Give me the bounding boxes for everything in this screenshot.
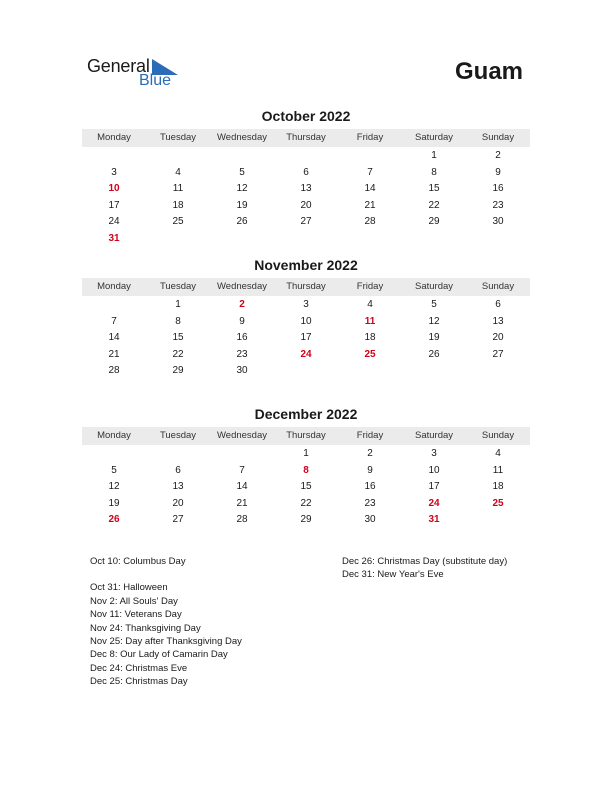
day-cell: 6 (303, 166, 309, 178)
day-cell: 5 (239, 166, 245, 178)
day-cell: 10 (428, 464, 440, 476)
day-cell (210, 148, 274, 165)
day-cell: 13 (172, 481, 184, 492)
day-cell: 14 (108, 332, 120, 343)
weekday-label: Sunday (481, 281, 515, 292)
day-cell: 25 (172, 216, 184, 227)
holiday-list-item: Nov 24: Thanksgiving Day (90, 622, 201, 634)
day-cell: 15 (300, 481, 312, 492)
day-cell: 28 (236, 514, 248, 525)
day-cell (402, 363, 466, 380)
holiday-list-item: Nov 2: All Souls' Day (90, 595, 178, 607)
day-cell: 4 (367, 299, 373, 310)
weekday-label: Saturday (414, 132, 454, 143)
weekday-label: Wednesday (217, 132, 267, 143)
day-grid (82, 148, 530, 247)
weekday-label: Tuesday (159, 132, 197, 143)
weekday-label: Tuesday (159, 430, 197, 441)
day-cell: 19 (108, 497, 120, 509)
day-cell: 3 (431, 448, 437, 459)
holiday-list-item: Dec 8: Our Lady of Camarin Day (90, 649, 228, 661)
holiday-day-cell: 11 (364, 315, 376, 327)
day-cell: 29 (300, 514, 312, 525)
holiday-list-left (90, 555, 310, 689)
weekday-label: Friday (356, 430, 384, 441)
day-cell (146, 148, 210, 165)
day-cell: 1 (303, 448, 309, 459)
weekday-label: Thursday (286, 430, 326, 441)
month-calendar (82, 405, 530, 529)
day-cell: 20 (492, 332, 504, 343)
day-cell: 27 (300, 216, 312, 227)
day-cell: 16 (236, 332, 248, 343)
month-title: December 2022 (254, 406, 358, 422)
weekday-label: Wednesday (217, 281, 267, 292)
day-cell (402, 231, 466, 248)
brand-logo (87, 56, 187, 92)
day-cell (466, 512, 530, 529)
day-cell: 7 (239, 464, 245, 476)
holiday-list-item: Dec 25: Christmas Day (90, 676, 188, 688)
day-cell: 29 (172, 365, 184, 376)
day-cell (274, 363, 338, 380)
weekday-label: Sunday (481, 430, 515, 441)
day-cell: 1 (431, 150, 437, 161)
weekday-label: Monday (97, 281, 131, 292)
day-cell: 13 (300, 183, 312, 194)
day-cell: 28 (364, 216, 376, 227)
month-calendar (82, 256, 530, 380)
holiday-day-cell: 25 (364, 348, 376, 360)
holiday-day-cell: 26 (108, 514, 120, 525)
day-cell: 21 (364, 199, 376, 211)
day-cell (82, 148, 146, 165)
day-cell (274, 231, 338, 248)
day-cell: 23 (492, 199, 504, 211)
holiday-day-cell: 31 (428, 514, 440, 525)
holiday-list-item: Dec 24: Christmas Eve (90, 662, 188, 674)
holiday-list-item: Oct 10: Columbus Day (90, 556, 186, 567)
weekday-label: Thursday (286, 132, 326, 143)
day-cell: 12 (236, 183, 248, 194)
day-cell: 30 (492, 216, 504, 227)
day-cell: 22 (300, 497, 312, 509)
day-cell (466, 363, 530, 380)
day-cell: 3 (303, 299, 309, 310)
day-cell: 16 (364, 481, 376, 492)
day-cell: 5 (431, 299, 437, 310)
day-cell: 23 (236, 348, 248, 360)
day-cell (338, 231, 402, 248)
day-cell: 20 (300, 199, 312, 211)
day-grid (82, 446, 530, 529)
day-cell: 8 (175, 315, 181, 327)
day-cell: 14 (236, 481, 248, 492)
day-cell: 9 (495, 166, 501, 178)
month-title: November 2022 (254, 257, 358, 273)
weekday-label: Friday (356, 132, 384, 143)
day-cell: 21 (108, 348, 120, 360)
holiday-day-cell: 10 (108, 183, 120, 194)
day-cell: 18 (172, 199, 184, 211)
day-cell (274, 148, 338, 165)
day-cell: 20 (172, 497, 184, 509)
day-cell: 23 (364, 497, 376, 509)
day-cell: 19 (428, 332, 440, 343)
holiday-list-right (342, 555, 512, 582)
holiday-list-item: Nov 25: Day after Thanksgiving Day (90, 636, 242, 648)
day-cell: 4 (495, 448, 501, 459)
day-cell: 18 (364, 332, 376, 343)
day-cell: 6 (175, 464, 181, 476)
holiday-list-item: Oct 31: Halloween (90, 582, 168, 594)
day-cell (466, 231, 530, 248)
day-cell: 3 (111, 166, 117, 178)
day-cell: 7 (367, 166, 373, 178)
day-cell: 30 (364, 514, 376, 525)
day-cell: 9 (239, 315, 245, 327)
weekday-label: Saturday (414, 430, 454, 441)
day-cell (82, 297, 146, 314)
day-cell: 7 (111, 315, 117, 327)
day-cell: 2 (495, 150, 501, 161)
day-cell: 11 (492, 464, 504, 476)
weekday-label: Sunday (481, 132, 515, 143)
holiday-day-cell: 24 (300, 348, 312, 360)
day-cell: 17 (300, 332, 312, 343)
day-cell: 1 (175, 299, 181, 310)
weekday-header-row (82, 129, 530, 147)
day-cell: 24 (108, 216, 120, 227)
day-cell: 10 (300, 315, 312, 327)
weekday-header-row (82, 427, 530, 445)
weekday-label: Tuesday (159, 281, 197, 292)
day-cell: 12 (428, 315, 440, 327)
month-calendar (82, 107, 530, 247)
day-cell: 13 (492, 315, 504, 327)
day-cell: 19 (236, 199, 248, 211)
day-cell: 9 (367, 464, 373, 476)
day-cell: 6 (495, 299, 501, 310)
day-cell (82, 446, 146, 463)
day-cell: 4 (175, 166, 181, 178)
holiday-list-spacer (90, 568, 310, 581)
day-cell (210, 446, 274, 463)
day-cell: 14 (364, 183, 376, 194)
holiday-list-item: Nov 11: Veterans Day (90, 609, 182, 621)
day-cell: 11 (172, 183, 184, 194)
holiday-list-item: Dec 31: New Year's Eve (342, 569, 444, 581)
day-cell: 16 (492, 183, 504, 194)
day-cell (338, 148, 402, 165)
weekday-label: Thursday (286, 281, 326, 292)
day-cell: 5 (111, 464, 117, 476)
day-cell: 15 (428, 183, 440, 194)
holiday-day-cell: 2 (239, 299, 245, 310)
day-cell: 29 (428, 216, 440, 227)
day-cell (146, 446, 210, 463)
day-cell: 22 (172, 348, 184, 360)
day-cell: 27 (492, 348, 504, 360)
day-cell: 26 (236, 216, 248, 227)
day-cell: 30 (236, 365, 248, 376)
holiday-day-cell: 8 (303, 464, 309, 476)
holiday-day-cell: 24 (428, 497, 440, 509)
day-cell: 12 (108, 481, 120, 492)
day-cell: 22 (428, 199, 440, 211)
day-cell: 26 (428, 348, 440, 360)
weekday-label: Wednesday (217, 430, 267, 441)
day-cell: 21 (236, 497, 248, 509)
day-cell: 2 (367, 448, 373, 459)
logo-blue-text: Blue (139, 72, 172, 89)
day-grid (82, 297, 530, 380)
weekday-label: Monday (97, 430, 131, 441)
weekday-header-row (82, 278, 530, 296)
holiday-list-item: Dec 26: Christmas Day (substitute day) (342, 556, 508, 567)
day-cell (210, 231, 274, 248)
day-cell: 15 (172, 332, 184, 343)
day-cell (146, 231, 210, 248)
country-title: Guam (454, 58, 523, 85)
day-cell: 17 (108, 199, 120, 211)
month-title: October 2022 (261, 108, 351, 124)
day-cell (338, 363, 402, 380)
day-cell: 18 (492, 481, 504, 492)
day-cell: 28 (108, 365, 120, 376)
day-cell: 27 (172, 514, 184, 525)
weekday-label: Monday (97, 132, 131, 143)
holiday-day-cell: 31 (108, 232, 120, 244)
day-cell: 17 (428, 481, 440, 492)
day-cell: 8 (431, 166, 437, 178)
holiday-day-cell: 25 (492, 497, 504, 509)
weekday-label: Friday (356, 281, 384, 292)
weekday-label: Saturday (414, 281, 454, 292)
logo-general-text: General (87, 56, 150, 76)
